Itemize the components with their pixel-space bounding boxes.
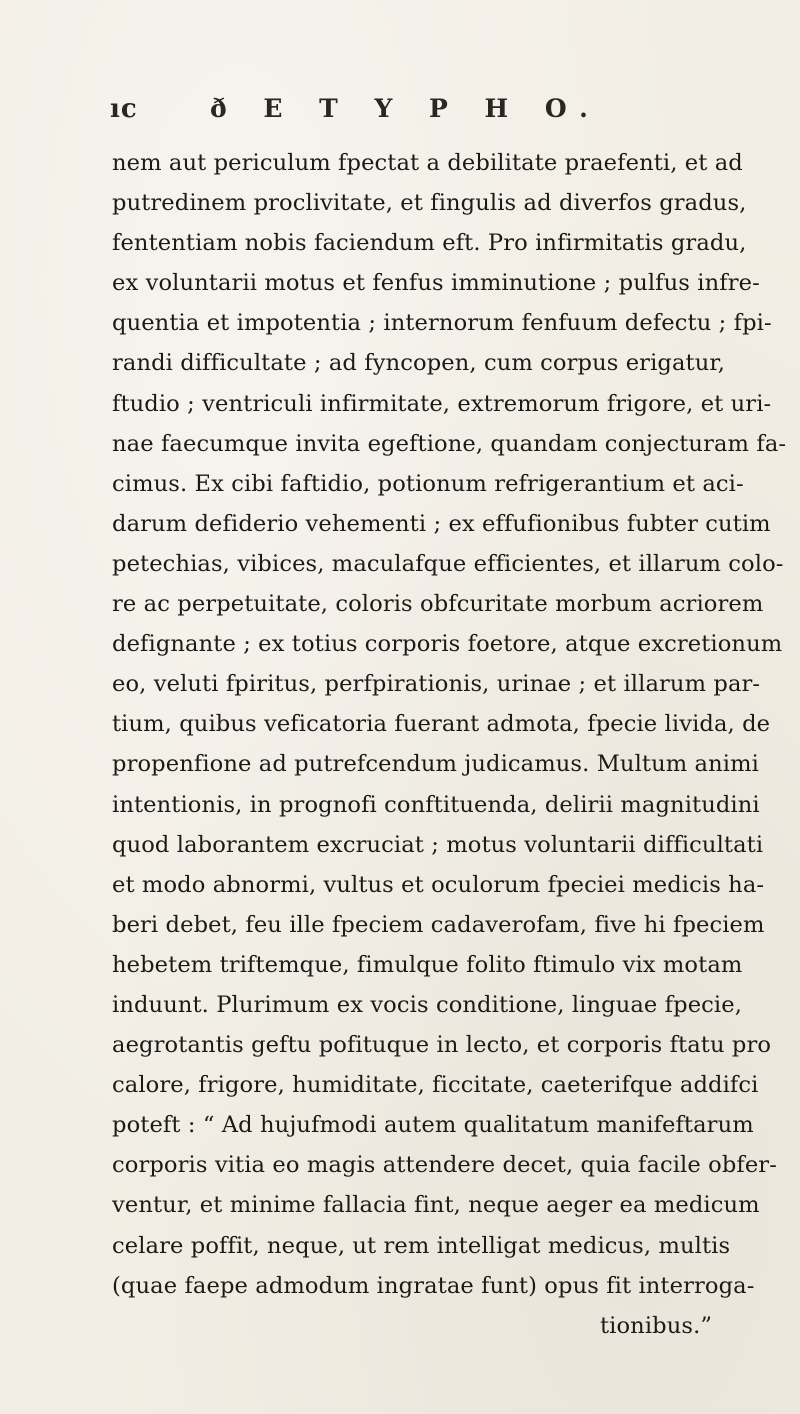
text-line: calore, frigore, humiditate, ficcitate, caeterifque addifci bbox=[112, 1072, 759, 1099]
text-line: (quae faepe admodum ingratae funt) opus fit interroga- bbox=[112, 1272, 755, 1299]
text-line: corporis vitia eo magis attendere decet, quia facile obfer- bbox=[112, 1152, 777, 1179]
page-header bbox=[110, 94, 670, 134]
text-line: hebetem triftemque, fimulque folito ftimulo vix motam bbox=[112, 951, 743, 978]
text-line: putredinem proclivitate, et fingulis ad diverfos gradus, bbox=[112, 190, 747, 217]
text-line: cimus. Ex cibi faftidio, potionum refrigerantium et aci- bbox=[112, 470, 744, 497]
page-number: ıc bbox=[110, 94, 138, 124]
text-line: randi difficultate ; ad fyncopen, cum corpus erigatur, bbox=[112, 350, 726, 377]
text-line: poteft : “ Ad hujufmodi autem qualitatum manifeftarum bbox=[112, 1112, 754, 1139]
text-line: propenfione ad putrefcendum judicamus. Multum animi bbox=[112, 751, 759, 778]
text-line: fententiam nobis faciendum eft. Pro infirmitatis gradu, bbox=[112, 230, 747, 257]
text-line: celare poffit, neque, ut rem intelligat medicus, multis bbox=[112, 1232, 731, 1259]
text-line: re ac perpetuitate, coloris obfcuritate morbum acriorem bbox=[112, 591, 764, 618]
text-line: induunt. Plurimum ex vocis conditione, linguae fpecie, bbox=[112, 991, 743, 1018]
text-line: intentionis, in prognofi conftituenda, delirii magnitudini bbox=[112, 791, 760, 818]
text-line: quod laborantem excruciat ; motus voluntarii difficultati bbox=[112, 831, 764, 858]
text-line: ex voluntarii motus et fenfus imminutione ; pulfus infre- bbox=[112, 270, 760, 297]
text-line: tium, quibus veficatoria fuerant admota, fpecie livida, de bbox=[112, 711, 771, 738]
body-text bbox=[112, 143, 787, 1346]
text-line: quentia et impotentia ; internorum fenfuum defectu ; fpi- bbox=[112, 310, 772, 337]
text-line: darum defiderio vehementi ; ex effufionibus fubter cutim bbox=[112, 510, 771, 537]
text-line: et modo abnormi, vultus et oculorum fpeciei medicis ha- bbox=[112, 871, 765, 898]
text-line-last: tionibus.” bbox=[599, 1312, 712, 1339]
text-line: ventur, et minime fallacia fint, neque aeger ea medicum bbox=[112, 1192, 760, 1219]
text-line: nae faecumque invita egeftione, quandam conjecturam fa- bbox=[112, 430, 787, 457]
text-line: aegrotantis geftu pofituque in lecto, et corporis ftatu pro bbox=[112, 1032, 772, 1059]
running-title: ð E T Y P H O. bbox=[210, 94, 602, 123]
text-line: eo, veluti fpiritus, perfpirationis, urinae ; et illarum par- bbox=[112, 671, 761, 698]
text-line: defignante ; ex totius corporis foetore, atque excretionum bbox=[112, 631, 783, 658]
text-line: petechias, vibices, maculafque efficientes, et illarum colo- bbox=[112, 550, 784, 577]
text-line: beri debet, feu ille fpeciem cadaverofam, five hi fpeciem bbox=[112, 911, 765, 938]
text-line: nem aut periculum fpectat a debilitate praefenti, et ad bbox=[112, 150, 743, 176]
text-line: ftudio ; ventriculi infirmitate, extremorum frigore, et uri- bbox=[112, 390, 772, 417]
